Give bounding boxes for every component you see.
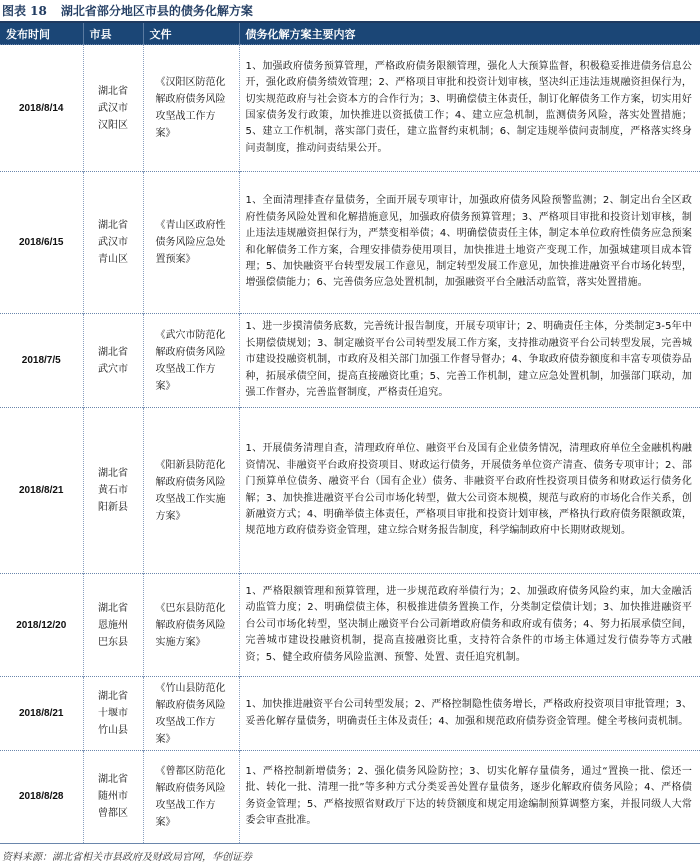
- county-province: 湖北省: [98, 691, 128, 702]
- cell-county: [83, 574, 143, 677]
- cell-county: [83, 45, 143, 172]
- cell-date: 2018/8/28: [0, 751, 83, 843]
- header-county: 市县: [83, 23, 143, 45]
- county-province: 湖北省: [98, 774, 128, 786]
- county-city: 随州市: [98, 791, 128, 803]
- cell-content: 1、进一步摸清债务底数，完善统计报告制度，开展专项审计；2、明确责任主体，分类制定3-5年中长期偿债规划；3、制定融资平台公司转型发展工作方案，支持推动融资平台公司转型发展，完善城市建设投融资机制，市政府及相关部门加强工作督导督办；4、争取政府债券额度和丰富专项债券品种，拓展承债空间，提高直接融资比重；5、完善工作机制，建立应急处置机制，加强部门联动，加强工作督办，完善监督制度，严格责任追究。: [239, 314, 700, 408]
- cell-document: 《武穴市防范化解政府债务风险攻坚战工作方案》: [143, 314, 239, 408]
- cell-date: 2018/8/14: [0, 45, 83, 172]
- table-row: [0, 751, 700, 843]
- county-district: 曾都区: [98, 808, 128, 820]
- county-district: 巴东县: [98, 636, 128, 648]
- cell-content: 1、加强政府债务预算管理，严格政府债务限额管理，强化人大预算监督，积极稳妥推进债务信息公开，强化政府债务绩效管理；2、严格项目审批和投资计划审核，坚决纠正违法违规融资担保行为，切实规范政府与社会资本方的合作行为；3、明确偿债主体责任，制订化解债务工作方案，切实用好国家债务发行政策，加快推进以资抵债工作；4、建立应急机制，监测债务风险，落实处置措施；5、建立工作机制，落实部门责任，建立监督约束机制；6、制定违规举债问责制度，严格落实终身问责制度，推动问责结果公开。: [239, 45, 700, 172]
- county-province: 湖北省: [98, 602, 128, 614]
- table-row: [0, 172, 700, 314]
- cell-date: 2018/6/15: [0, 172, 83, 314]
- cell-county: [83, 751, 143, 843]
- cell-content: 1、严格控制新增债务；2、强化债务风险防控；3、切实化解存量债务，通过“置换一批、偿还一批、转化一批、清理一批”等多种方式分类妥善处置存量债务，逐步化解政府债务风险；4、严格债务资金管理；5、严格按照省财政厅下达的转贷额度和规定用途编制预算调整方案，并报同级人大常委会审查批准。: [239, 751, 700, 843]
- cell-date: 2018/8/21: [0, 408, 83, 574]
- county-district: 阳新县: [98, 502, 128, 513]
- cell-content: 1、加快推进融资平台公司转型发展；2、严格控制隐性债务增长，严格政府投资项目审批管理；3、妥善化解存量债务，明确责任主体及责任；4、加强和规范政府债券资金管理。健全考核问责机制。: [239, 677, 700, 751]
- county-province: 湖北省: [98, 220, 128, 231]
- cell-county: [83, 677, 143, 751]
- county-province: 湖北省: [98, 346, 128, 358]
- cell-date: 2018/12/20: [0, 574, 83, 677]
- cell-content: 1、开展债务清理自查，清理政府单位、融资平台及国有企业债务情况，清理政府单位全金融机构融资情况、非融资平台政府投资项目、财政运行债务，开展债务单位资产清查、债务专项审计；2、部门预算单位债务、融资平台（国有企业）债务、非融资平台政府性投资项目债务和财政运行债务化解；3、加快推进融资平台公司市场化转型，做大公司资本规模，规范与政府的市场化合作关系，创新融资方式；4、明确举债主体责任，严格项目审批和投资计划审核，严格执行政府债务限额政策，规范地方政府债券资金管理，建立综合财务报告制度，科学编制政府中长期财政规划。: [239, 408, 700, 574]
- county-city: 武汉市: [98, 237, 128, 248]
- table-row: [0, 314, 700, 408]
- cell-document: 《阳新县防范化解政府债务风险攻坚战工作实施方案》: [143, 408, 239, 574]
- table-row: [0, 677, 700, 751]
- county-city: 黄石市: [98, 485, 128, 496]
- cell-content: 1、严格限额管理和预算管理，进一步规范政府举债行为；2、加强政府债务风险约束，加大金融活动监管力度；2、明确偿债主体，积极推进债务置换工作，分类制定偿债计划；3、加快推进融资平台公司市场化转型，坚决制止融资平台公司新增政府债务和政府或有债务；4、努力拓展承债空间，完善城市建设投融资机制，提高直接融资比重，支持符合条件的市场主体通过发行债券等方式融资；5、健全政府债务风险监测、预警、处置、责任追究机制。: [239, 574, 700, 677]
- county-city: 十堰市: [98, 708, 128, 719]
- cell-document: 《青山区政府性债务风险应急处置预案》: [143, 172, 239, 314]
- cell-document: 《曾都区防范化解政府债务风险攻坚战工作方案》: [143, 751, 239, 843]
- table-row: [0, 408, 700, 574]
- cell-county: [83, 314, 143, 408]
- cell-county: [83, 408, 143, 574]
- debt-plan-table: [0, 23, 700, 843]
- header-content: 债务化解方案主要内容: [239, 23, 700, 45]
- header-date: 发布时间: [0, 23, 83, 45]
- cell-county: [83, 172, 143, 314]
- cell-document: 《汉阳区防范化解政府债务风险攻坚战工作方案》: [143, 45, 239, 172]
- county-district: 竹山县: [98, 725, 128, 736]
- county-city: 恩施州: [98, 619, 128, 631]
- county-city: 武穴市: [98, 363, 128, 375]
- county-province: 湖北省: [98, 468, 128, 479]
- county-province: 湖北省: [98, 85, 128, 97]
- county-city: 武汉市: [98, 102, 128, 114]
- county-district: 青山区: [98, 254, 128, 265]
- cell-date: 2018/7/5: [0, 314, 83, 408]
- county-district: 汉阳区: [98, 119, 128, 131]
- cell-document: 《竹山县防范化解政府债务风险攻坚战工作方案》: [143, 677, 239, 751]
- cell-date: 2018/8/21: [0, 677, 83, 751]
- cell-document: 《巴东县防范化解政府债务风险实施方案》: [143, 574, 239, 677]
- figure-caption: [0, 0, 700, 21]
- table-header-row: [0, 23, 700, 45]
- figure-number: 图表 18: [2, 4, 47, 18]
- figure-title: 湖北省部分地区市县的债务化解方案: [60, 4, 253, 18]
- cell-content: 1、全面清理排查存量债务，全面开展专项审计，加强政府债务风险预警监测；2、制定出台全区政府性债务风险处置和化解措施意见，加强政府债务预算管理；3、严格项目审批和投资计划审核，制止违法违规融资担保行为，严禁变相举债；4、明确偿债责任主体，制定本单位政府性债务应急预案和化解债务工作方案，合理安排债券使用项目，加快推进土地资产变现工作，加强城建项目成本管理；5、加快融资平台转型发展工作意见，制定转型发展工作意见，加快推进融资平台市场化转型，增强偿债能力；6、完善债务应急处置机制，加强融资平台全融活动监管，落实处置措施。: [239, 172, 700, 314]
- table-row: [0, 574, 700, 677]
- source-note: 资料来源：湖北省相关市县政府及财政局官网，华创证券: [2, 851, 252, 863]
- header-document: 文件: [143, 23, 239, 45]
- table-row: [0, 45, 700, 172]
